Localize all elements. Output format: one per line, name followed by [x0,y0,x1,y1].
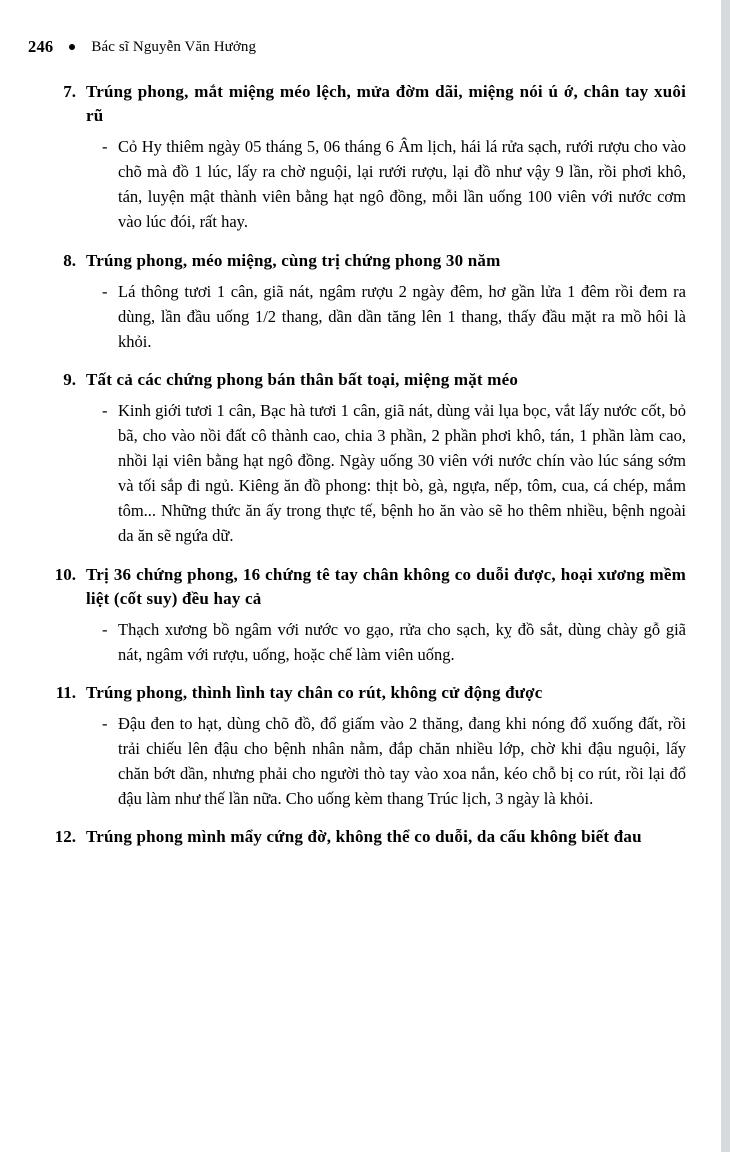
item-number: 9. [63,369,76,389]
item-heading: Trúng phong mình mẩy cứng đờ, không thể co duỗi, da cấu không biết đau [86,827,642,847]
item-body: Thạch xương bồ ngâm với nước vo gạo, rửa cho sạch, kỵ đồ sắt, dùng chày gỗ giã nát, ngâm với rượu, uống, hoặc chế làm viên uống. [118,619,686,664]
item-body: Cỏ Hy thiêm ngày 05 tháng 5, 06 tháng 6 Âm lịch, hái lá rửa sạch, rưới rượu cho vào chõ mà đồ 1 lúc, lấy ra chờ nguội, lại rưới rượu, lại đồ như vậy 9 lần, rồi phơi khô, tán, luyện mật thành viên bằng hạt ngô đồng, mỗi lần uống 100 viên với nước cơm vào lúc đói, rất hay. [118,137,686,232]
item-heading-row [46,249,686,273]
item-heading-row [46,563,686,611]
dash-marker: - [102,619,108,639]
item-heading: Trúng phong, méo miệng, cùng trị chứng phong 30 năm [86,250,501,270]
item-number: 12. [54,827,76,847]
item-body-row [46,279,686,354]
item-heading-row [46,681,686,705]
item-body-row [46,617,686,667]
list-item [46,368,686,549]
list-item [46,80,686,235]
item-number: 8. [63,250,76,270]
item-heading: Tất cả các chứng phong bán thân bất toại, miệng mặt méo [86,369,519,389]
dash-marker: - [102,714,108,734]
item-heading: Trúng phong, mắt miệng méo lệch, mửa đờm dãi, miệng nói ú ớ, chân tay xuôi rũ [86,82,686,126]
list-item [46,563,686,667]
page-content [46,80,686,855]
item-body-row [46,398,686,548]
item-number: 10. [54,564,76,584]
bullet-dot-icon [69,44,75,50]
item-heading-row [46,80,686,128]
dash-marker: - [102,137,108,157]
dash-marker: - [102,401,108,421]
dash-marker: - [102,281,108,301]
item-body-row [46,711,686,811]
page-number: 246 [28,37,54,56]
item-number: 11. [55,682,76,702]
item-body: Kinh giới tươi 1 cân, Bạc hà tươi 1 cân, giã nát, dùng vải lụa bọc, vắt lấy nước cốt, bỏ bã, cho vào nồi đất cô thành cao, chia 3 phần, 2 phần phơi khô, tán, 1 phần làm cao, nhồi lại viên bằng hạt ngô đồng. Ngày uống 30 viên với nước chín vào lúc sáng sớm và tối sắp đi ngủ. Kiêng ăn đồ phong: thịt bò, gà, ngựa, nếp, tôm, cua, cá chép, mắm tôm... Những thức ăn ấy trong thực tế, bệnh ho ăn vào sẽ ho thêm nhiều, bệnh ngoài da ăn sẽ ngứa dữ. [118,401,686,546]
item-heading: Trúng phong, thình lình tay chân co rút, không cử động được [86,682,543,702]
page-edge-strip [721,0,730,1152]
item-heading-row [46,825,686,849]
item-body-row [46,134,686,234]
list-item [46,249,686,354]
running-head [28,36,690,58]
running-head-title: Bác sĩ Nguyễn Văn Hưởng [91,38,257,55]
item-heading-row [46,368,686,392]
item-number: 7. [63,82,76,101]
list-item [46,825,686,849]
item-body: Đậu đen to hạt, dùng chõ đồ, đổ giấm vào 2 thăng, đang khi nóng đổ xuống đất, rồi trải chiếu lên đậu cho bệnh nhân nằm, đắp chăn nhiều lớp, chờ khi đậu nguội, lấy chăn bớt dần, nhưng phải cho người thò tay vào xoa nắn, kéo chỗ bị co rút, rồi lại đổ đậu làm như thế lần nữa. Cho uống kèm thang Trúc lịch, 3 ngày là khỏi. [118,714,686,809]
item-body: Lá thông tươi 1 cân, giã nát, ngâm rượu 2 ngày đêm, hơ gần lửa 1 đêm rồi đem ra dùng, lần đầu uống 1/2 thang, dần dần tăng lên 1 thang, thấy đầu mặt ra mồ hôi là khỏi. [118,281,686,351]
list-item [46,681,686,811]
item-heading: Trị 36 chứng phong, 16 chứng tê tay chân không co duỗi được, hoại xương mềm liệt (cốt suy) đều hay cả [86,564,686,608]
